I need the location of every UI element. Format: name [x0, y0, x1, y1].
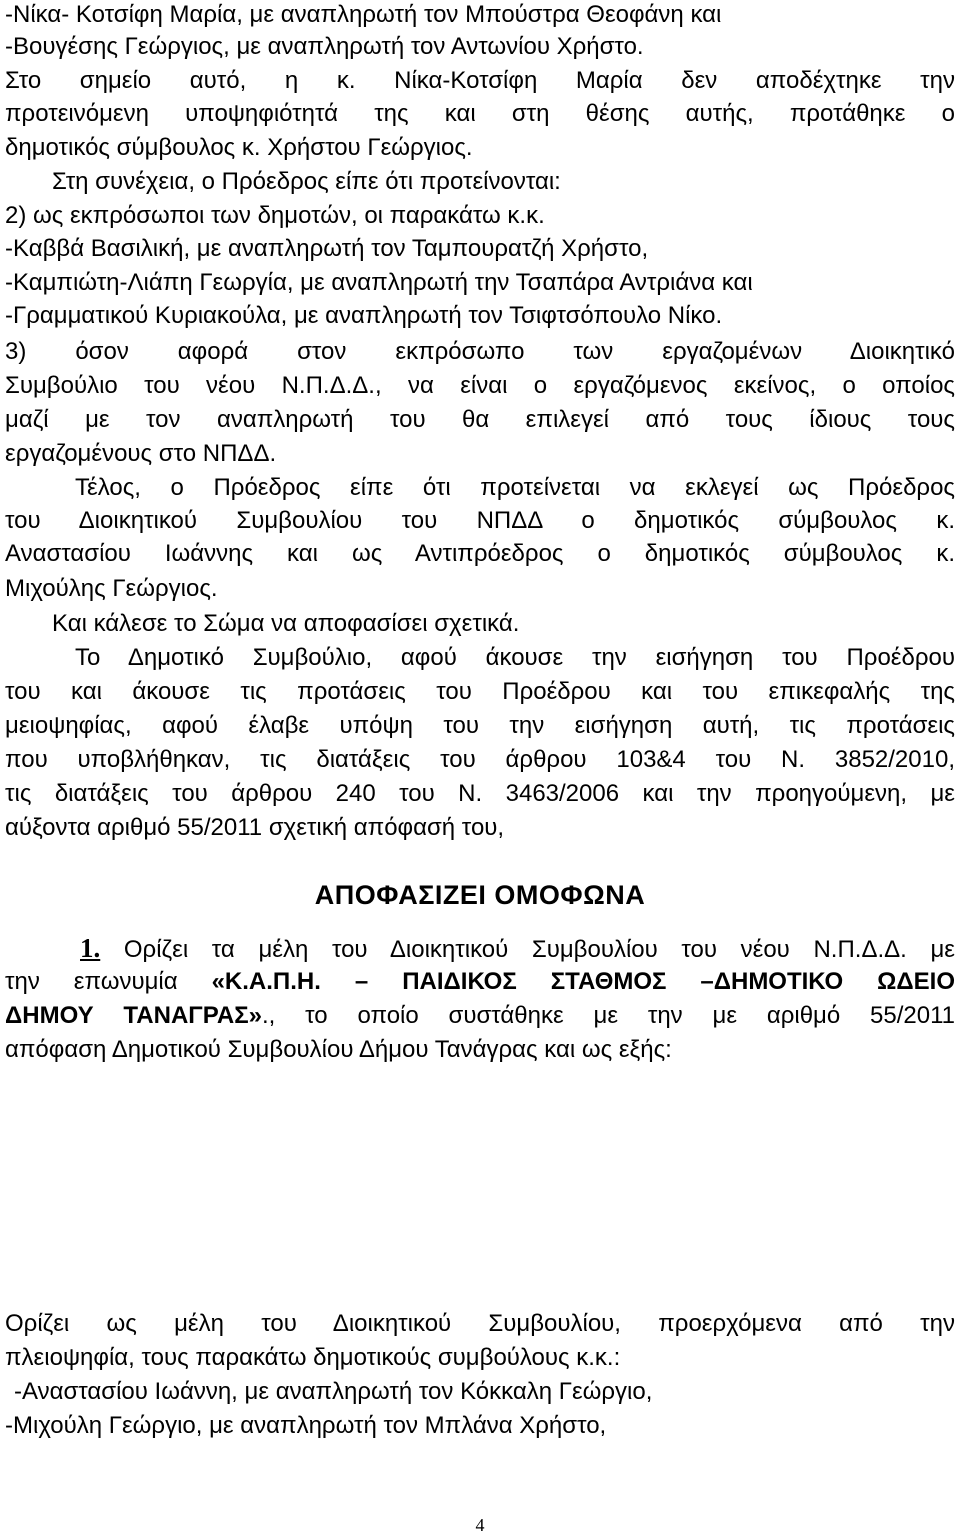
text-line: Συμβούλιο του νέου Ν.Π.Δ.Δ., να είναι ο εργαζόμενος εκείνος, ο οποίος	[5, 372, 955, 399]
text-line: προτεινόμενη υποψηφιότητά της και στη θέσης αυτής, προτάθηκε ο	[5, 100, 955, 127]
decision-text: ., το οποίο συστάθηκε με την με αριθμό 55/2011	[262, 1002, 956, 1029]
text-line: -Μιχούλη Γεώργιο, με αναπληρωτή τον Μπλάνα Χρήστο,	[5, 1412, 607, 1439]
decision-line	[5, 967, 955, 997]
text-line: πλειοψηφία, τους παρακάτω δημοτικούς συμβούλους κ.κ.:	[5, 1344, 621, 1371]
text-line: -Καββά Βασιλική, με αναπληρωτή τον Ταμπουρατζή Χρήστο,	[5, 235, 649, 262]
text-line: αύξοντα αριθμό 55/2011 σχετική απόφασή του,	[5, 814, 505, 841]
text-line: -Νίκα- Κοτσίφη Μαρία, με αναπληρωτή τον Μπούστρα Θεοφάνη και	[5, 1, 722, 28]
text-line: τις διατάξεις του άρθρου 240 του Ν. 3463/2006 και την προηγούμενη, με	[5, 780, 955, 807]
decision-heading: ΑΠΟΦΑΣΙΖΕΙ ΟΜΟΦΩΝΑ	[314, 880, 646, 910]
text-line: δημοτικός σύμβουλος κ. Χρήστου Γεώργιος.	[5, 134, 473, 161]
text-line: Τέλος, ο Πρόεδρος είπε ότι προτείνεται να εκλεγεί ως Πρόεδρος	[75, 474, 955, 501]
text-line: εργαζομένους στο ΝΠΔΔ.	[5, 440, 277, 467]
text-line: 3) όσον αφορά στον εκπρόσωπο των εργαζομένων Διοικητικό	[5, 338, 955, 365]
page-number: 4	[475, 1515, 485, 1535]
text-line: του και άκουσε τις προτάσεις του Προέδρου και του επικεφαλής της	[5, 678, 955, 705]
text-line: Ορίζει ως μέλη του Διοικητικού Συμβουλίου, προερχόμενα από την	[5, 1310, 955, 1337]
text-line: Στη συνέχεια, ο Πρόεδρος είπε ότι προτείνονται:	[52, 168, 561, 195]
text-line: -Καμπιώτη-Λιάπη Γεωργία, με αναπληρωτή την Τσαπάρα Αντριάνα και	[5, 269, 753, 296]
text-line: 2) ως εκπρόσωποι των δημοτών, οι παρακάτω κ.κ.	[5, 202, 545, 229]
entity-name: ΔΗΜΟΥ ΤΑΝΑΓΡΑΣ»	[5, 1002, 263, 1029]
text-line: μαζί με τον αναπληρωτή του θα επιλεγεί από τους ίδιους τους	[5, 406, 955, 433]
text-line: του Διοικητικού Συμβουλίου του ΝΠΔΔ ο δημοτικός σύμβουλος κ.	[5, 507, 955, 534]
decision-number: 1.	[80, 933, 101, 963]
text-line: Αναστασίου Ιωάννης και ως Αντιπρόεδρος ο δημοτικός σύμβουλος κ.	[5, 540, 955, 567]
decision-line	[5, 1001, 955, 1031]
decision-line	[80, 933, 955, 965]
text-line: Και κάλεσε το Σώμα να αποφασίσει σχετικά.	[52, 610, 520, 637]
decision-line: απόφαση Δημοτικού Συμβουλίου Δήμου Τανάγρας και ως εξής:	[5, 1036, 672, 1063]
text-line: -Βουγέσης Γεώργιος, με αναπληρωτή τον Αντωνίου Χρήστο.	[5, 33, 644, 60]
text-line: που υποβλήθηκαν, τις διατάξεις του άρθρου 103&4 του Ν. 3852/2010,	[5, 746, 955, 773]
text-line: Στο σημείο αυτό, η κ. Νίκα-Κοτσίφη Μαρία δεν αποδέχτηκε την	[5, 67, 955, 94]
entity-name: «Κ.Α.Π.Η. – ΠΑΙΔΙΚΟΣ ΣΤΑΘΜΟΣ –ΔΗΜΟΤΙΚΟ ΩΔΕΙΟ	[211, 968, 955, 995]
text-line: Το Δημοτικό Συμβούλιο, αφού άκουσε την εισήγηση του Προέδρου	[75, 644, 955, 671]
text-line: -Γραμματικού Κυριακούλα, με αναπληρωτή τον Τσιφτσόπουλο Νίκο.	[5, 302, 723, 329]
text-line: μειοψηφίας, αφού έλαβε υπόψη του την εισήγηση αυτή, τις προτάσεις	[5, 712, 955, 739]
text-line: Μιχούλης Γεώργιος.	[5, 575, 218, 602]
decision-text: Ορίζει τα μέλη του Διοικητικού Συμβουλίου του νέου Ν.Π.Δ.Δ. με	[123, 936, 956, 963]
text-line: -Αναστασίου Ιωάννη, με αναπληρωτή τον Κόκκαλη Γεώργιο,	[14, 1378, 653, 1405]
decision-text: την επωνυμία	[5, 968, 212, 995]
